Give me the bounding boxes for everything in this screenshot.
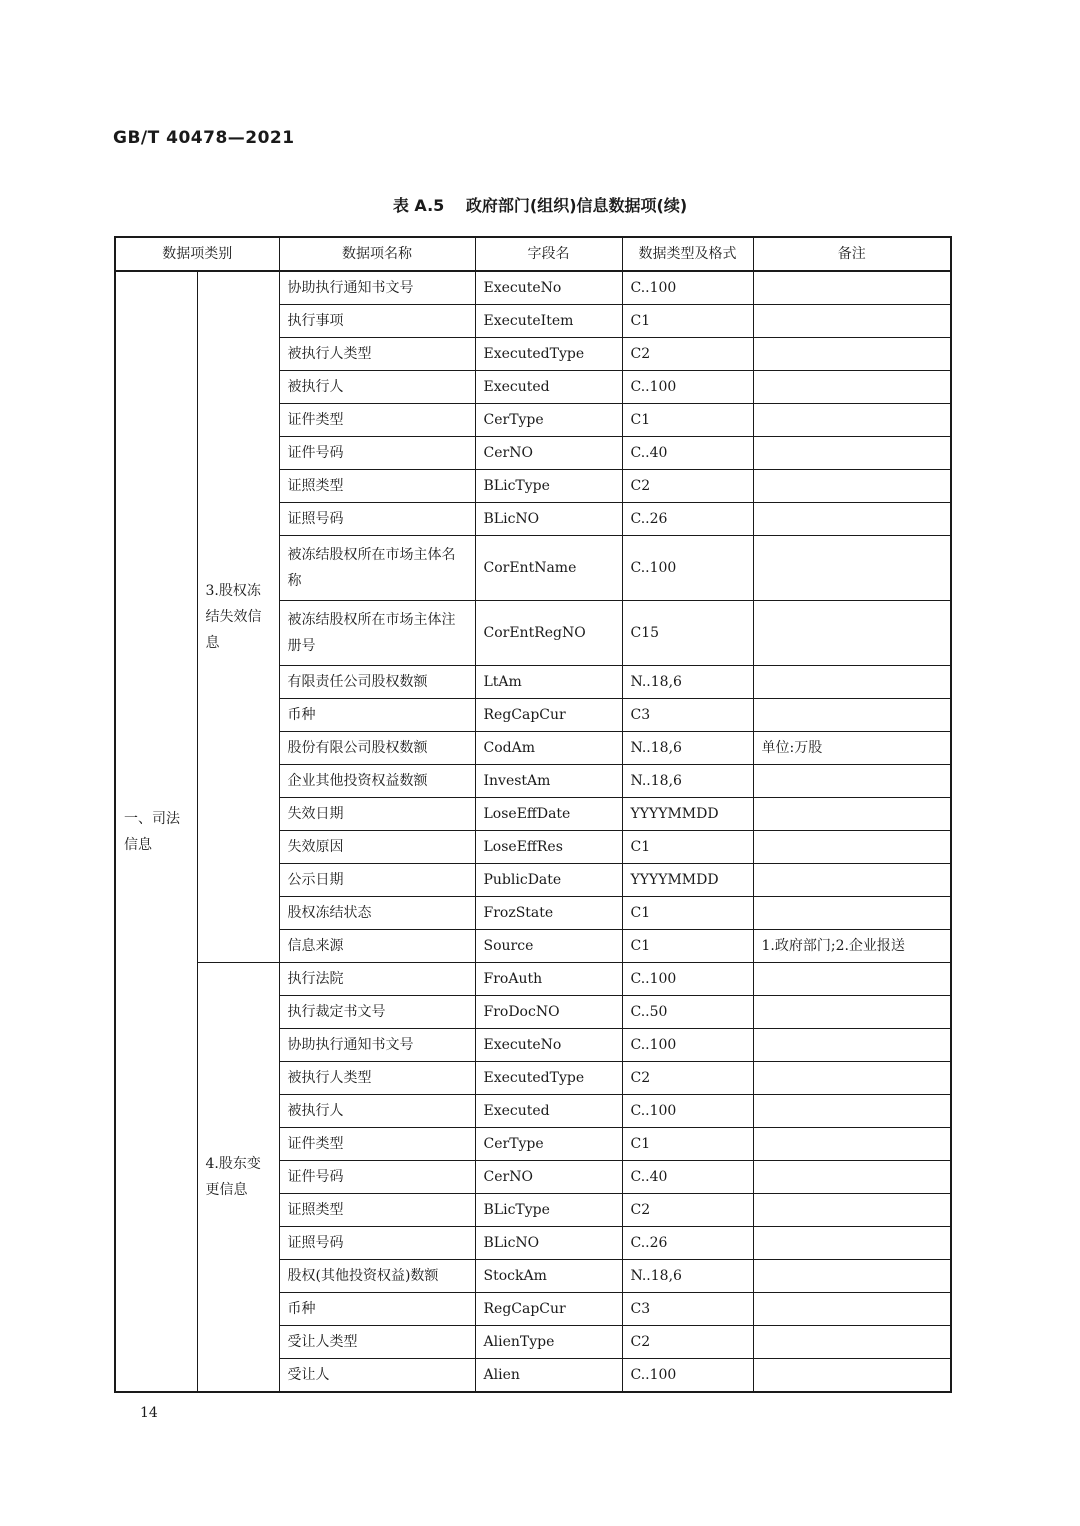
table-row: [115, 963, 951, 996]
data-type-cell: YYYYMMDD: [622, 798, 753, 831]
item-name-cell: 执行裁定书文号: [279, 996, 475, 1029]
column-header-item-name: 数据项名称: [279, 237, 475, 271]
item-name-cell: 证照号码: [279, 1227, 475, 1260]
item-name-cell: 被执行人类型: [279, 338, 475, 371]
item-name-cell: 协助执行通知书文号: [279, 271, 475, 305]
data-items-table: [114, 236, 952, 1393]
remarks-cell: 单位:万股: [753, 732, 951, 765]
data-type-cell: C2: [622, 470, 753, 503]
data-type-cell: C..100: [622, 271, 753, 305]
item-name-cell: 受让人: [279, 1359, 475, 1393]
remarks-cell: [753, 1359, 951, 1393]
data-type-cell: C..40: [622, 1161, 753, 1194]
item-name-cell: 证照类型: [279, 1194, 475, 1227]
data-type-cell: C1: [622, 1128, 753, 1161]
field-name-cell: LtAm: [475, 666, 622, 699]
item-name-cell: 公示日期: [279, 864, 475, 897]
item-name-cell: 证照号码: [279, 503, 475, 536]
standard-code: GB/T 40478—2021: [113, 128, 295, 148]
data-type-cell: C..40: [622, 437, 753, 470]
data-type-cell: C..100: [622, 963, 753, 996]
remarks-cell: [753, 503, 951, 536]
field-name-cell: AlienType: [475, 1326, 622, 1359]
table-caption-label: 表 A.5: [392, 196, 445, 215]
data-type-cell: C..26: [622, 503, 753, 536]
item-name-cell: 证件号码: [279, 437, 475, 470]
item-name-cell: 失效日期: [279, 798, 475, 831]
item-name-cell: 执行事项: [279, 305, 475, 338]
item-name-cell: 股权冻结状态: [279, 897, 475, 930]
field-name-cell: PublicDate: [475, 864, 622, 897]
item-name-cell: 企业其他投资权益数额: [279, 765, 475, 798]
item-name-cell: 被执行人类型: [279, 1062, 475, 1095]
remarks-cell: [753, 1326, 951, 1359]
item-name-cell: 被冻结股权所在市场主体名称: [279, 536, 475, 601]
data-type-cell: C1: [622, 404, 753, 437]
field-name-cell: StockAm: [475, 1260, 622, 1293]
table-header-row: [115, 237, 951, 271]
item-name-cell: 被执行人: [279, 371, 475, 404]
field-name-cell: Executed: [475, 1095, 622, 1128]
remarks-cell: [753, 338, 951, 371]
remarks-cell: [753, 1095, 951, 1128]
data-type-cell: C1: [622, 930, 753, 963]
field-name-cell: BLicNO: [475, 503, 622, 536]
remarks-cell: [753, 1194, 951, 1227]
remarks-cell: [753, 1227, 951, 1260]
field-name-cell: CorEntRegNO: [475, 601, 622, 666]
column-header-category: 数据项类别: [115, 237, 279, 271]
remarks-cell: [753, 271, 951, 305]
remarks-cell: [753, 1293, 951, 1326]
data-type-cell: C2: [622, 1326, 753, 1359]
field-name-cell: CodAm: [475, 732, 622, 765]
column-header-remarks: 备注: [753, 237, 951, 271]
remarks-cell: [753, 1128, 951, 1161]
table-row: [115, 271, 951, 305]
field-name-cell: ExecutedType: [475, 1062, 622, 1095]
data-type-cell: C..50: [622, 996, 753, 1029]
data-type-cell: C..100: [622, 371, 753, 404]
item-name-cell: 受让人类型: [279, 1326, 475, 1359]
data-type-cell: C3: [622, 1293, 753, 1326]
remarks-cell: [753, 831, 951, 864]
data-type-cell: C..100: [622, 536, 753, 601]
data-type-cell: C..100: [622, 1095, 753, 1128]
field-name-cell: RegCapCur: [475, 699, 622, 732]
field-name-cell: Alien: [475, 1359, 622, 1393]
remarks-cell: [753, 1161, 951, 1194]
column-header-data-type: 数据类型及格式: [622, 237, 753, 271]
remarks-cell: [753, 1029, 951, 1062]
data-type-cell: C2: [622, 1062, 753, 1095]
remarks-cell: [753, 996, 951, 1029]
remarks-cell: [753, 437, 951, 470]
data-type-cell: C2: [622, 338, 753, 371]
field-name-cell: LoseEffRes: [475, 831, 622, 864]
data-type-cell: N..18,6: [622, 666, 753, 699]
data-type-cell: C3: [622, 699, 753, 732]
item-name-cell: 被冻结股权所在市场主体注册号: [279, 601, 475, 666]
remarks-cell: 1.政府部门;2.企业报送: [753, 930, 951, 963]
item-name-cell: 证照类型: [279, 470, 475, 503]
data-type-cell: C1: [622, 897, 753, 930]
field-name-cell: FroAuth: [475, 963, 622, 996]
subcategory-cell: 3.股权冻结失效信息: [197, 271, 279, 963]
remarks-cell: [753, 371, 951, 404]
remarks-cell: [753, 897, 951, 930]
remarks-cell: [753, 699, 951, 732]
field-name-cell: Executed: [475, 371, 622, 404]
field-name-cell: BLicNO: [475, 1227, 622, 1260]
remarks-cell: [753, 798, 951, 831]
field-name-cell: FrozState: [475, 897, 622, 930]
data-type-cell: YYYYMMDD: [622, 864, 753, 897]
item-name-cell: 股权(其他投资权益)数额: [279, 1260, 475, 1293]
field-name-cell: CerNO: [475, 437, 622, 470]
item-name-cell: 币种: [279, 699, 475, 732]
table-caption-suffix: (续): [656, 196, 688, 215]
item-name-cell: 信息来源: [279, 930, 475, 963]
data-type-cell: C1: [622, 305, 753, 338]
field-name-cell: CerType: [475, 1128, 622, 1161]
field-name-cell: ExecuteItem: [475, 305, 622, 338]
field-name-cell: FroDocNO: [475, 996, 622, 1029]
item-name-cell: 证件类型: [279, 1128, 475, 1161]
field-name-cell: LoseEffDate: [475, 798, 622, 831]
subcategory-cell: 4.股东变更信息: [197, 963, 279, 1393]
field-name-cell: BLicType: [475, 1194, 622, 1227]
item-name-cell: 有限责任公司股权数额: [279, 666, 475, 699]
remarks-cell: [753, 305, 951, 338]
data-type-cell: C1: [622, 831, 753, 864]
field-name-cell: ExecuteNo: [475, 271, 622, 305]
remarks-cell: [753, 1260, 951, 1293]
item-name-cell: 执行法院: [279, 963, 475, 996]
remarks-cell: [753, 470, 951, 503]
table-caption-title: 政府部门(组织)信息数据项(续): [465, 196, 688, 215]
item-name-cell: 证件类型: [279, 404, 475, 437]
item-name-cell: 币种: [279, 1293, 475, 1326]
remarks-cell: [753, 765, 951, 798]
remarks-cell: [753, 666, 951, 699]
item-name-cell: 被执行人: [279, 1095, 475, 1128]
remarks-cell: [753, 404, 951, 437]
table-caption: [0, 193, 1080, 216]
field-name-cell: Source: [475, 930, 622, 963]
data-type-cell: C..100: [622, 1029, 753, 1062]
data-items-table-frame: [114, 236, 952, 1393]
page-number: 14: [140, 1405, 158, 1421]
data-type-cell: N..18,6: [622, 765, 753, 798]
item-name-cell: 股份有限公司股权数额: [279, 732, 475, 765]
item-name-cell: 协助执行通知书文号: [279, 1029, 475, 1062]
field-name-cell: RegCapCur: [475, 1293, 622, 1326]
field-name-cell: InvestAm: [475, 765, 622, 798]
data-type-cell: C..100: [622, 1359, 753, 1393]
remarks-cell: [753, 1062, 951, 1095]
field-name-cell: ExecuteNo: [475, 1029, 622, 1062]
data-type-cell: C..26: [622, 1227, 753, 1260]
field-name-cell: CerType: [475, 404, 622, 437]
category-cell: 一、司法信息: [115, 271, 197, 1392]
remarks-cell: [753, 536, 951, 601]
field-name-cell: ExecutedType: [475, 338, 622, 371]
item-name-cell: 失效原因: [279, 831, 475, 864]
field-name-cell: BLicType: [475, 470, 622, 503]
data-type-cell: N..18,6: [622, 732, 753, 765]
data-type-cell: C2: [622, 1194, 753, 1227]
remarks-cell: [753, 601, 951, 666]
item-name-cell: 证件号码: [279, 1161, 475, 1194]
data-type-cell: C15: [622, 601, 753, 666]
field-name-cell: CorEntName: [475, 536, 622, 601]
field-name-cell: CerNO: [475, 1161, 622, 1194]
remarks-cell: [753, 963, 951, 996]
remarks-cell: [753, 864, 951, 897]
column-header-field-name: 字段名: [475, 237, 622, 271]
data-type-cell: N..18,6: [622, 1260, 753, 1293]
